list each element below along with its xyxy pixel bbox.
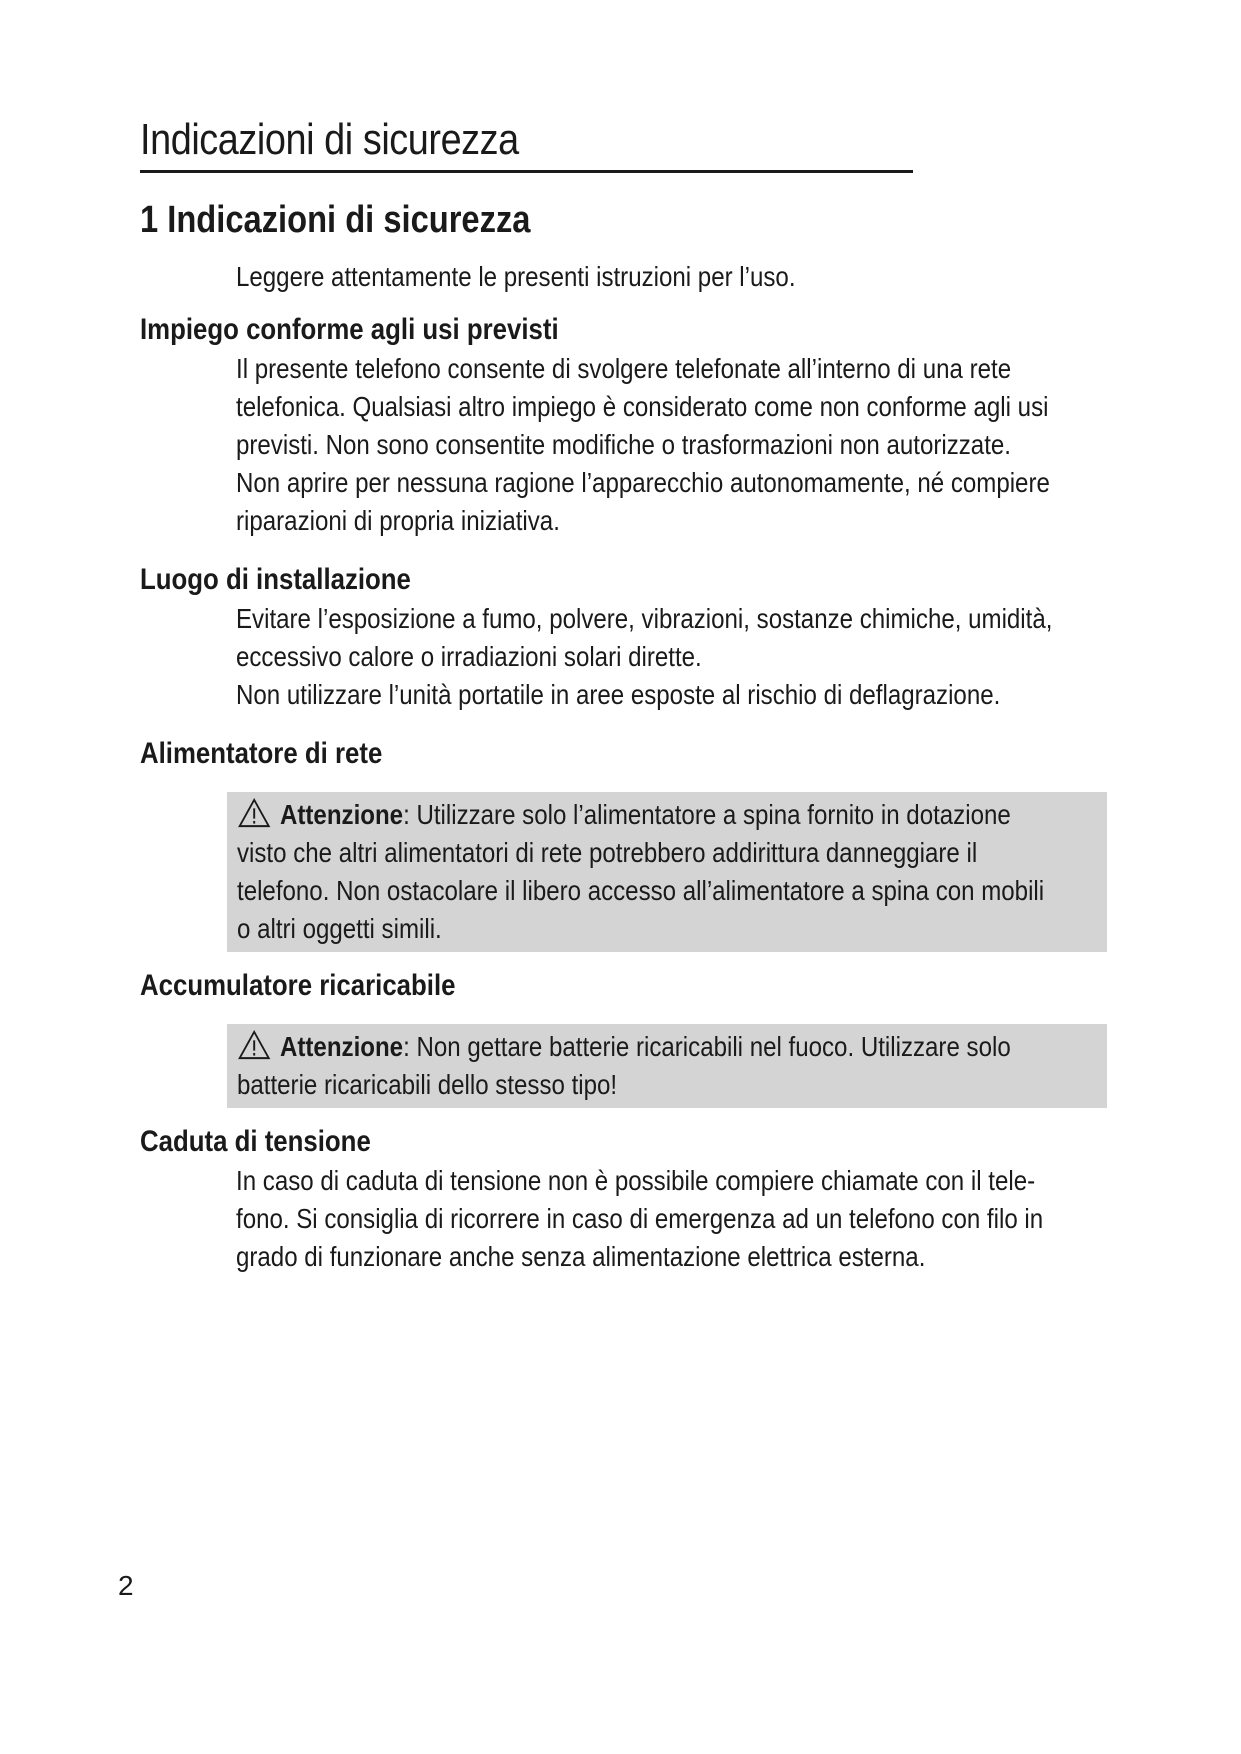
paragraph-luogo	[236, 600, 1113, 714]
warning-triangle-icon	[237, 798, 271, 828]
text-line: visto che altri alimentatori di rete potrebbero addirittura danneggiare il	[237, 836, 978, 868]
text-line: telefono. Non ostacolare il libero accesso all’alimentatore a spina con mobili	[237, 874, 1045, 906]
heading-luogo: Luogo di installazione	[140, 562, 411, 596]
heading-impiego: Impiego conforme agli usi previsti	[140, 312, 559, 346]
warning-box-accumulatore	[227, 1024, 1107, 1108]
text-line: Non utilizzare l’unità portatile in aree esposte al rischio di deflagrazione.	[236, 678, 1001, 710]
heading-caduta: Caduta di tensione	[140, 1124, 371, 1158]
section-title: 1 Indicazioni di sicurezza	[140, 199, 531, 241]
text-line: previsti. Non sono consentite modifiche o trasformazioni non autorizzate.	[236, 428, 1011, 460]
text-line: riparazioni di propria iniziativa.	[236, 504, 560, 536]
warning-text	[237, 1028, 1106, 1104]
block-impiego	[140, 310, 1110, 540]
block-luogo	[140, 560, 1110, 714]
heading-alimentatore: Alimentatore di rete	[140, 736, 383, 770]
page-number: 2	[118, 1570, 134, 1601]
text-line: grado di funzionare anche senza alimentazione elettrica esterna.	[236, 1240, 926, 1272]
text-line: In caso di caduta di tensione non è possibile compiere chiamate con il tele-	[236, 1164, 1036, 1196]
warning-label: Attenzione	[280, 798, 404, 830]
warning-label: Attenzione	[280, 1030, 404, 1062]
section-intro: Leggere attentamente le presenti istruzioni per l’uso.	[236, 260, 796, 292]
warning-text	[237, 796, 1106, 948]
block-accumulatore	[140, 966, 1110, 1108]
block-alimentatore	[140, 734, 1110, 952]
main-content	[140, 198, 1110, 1296]
heading-accumulatore: Accumulatore ricaricabile	[140, 968, 456, 1002]
header-rule	[140, 170, 913, 173]
warning-box-alimentatore	[227, 792, 1107, 952]
text-line: Evitare l’esposizione a fumo, polvere, vibrazioni, sostanze chimiche, umidità,	[236, 602, 1053, 634]
running-header: Indicazioni di sicurezza	[140, 115, 519, 164]
text-line: telefonica. Qualsiasi altro impiego è considerato come non conforme agli usi	[236, 390, 1049, 422]
text-line: batterie ricaricabili dello stesso tipo!	[237, 1068, 618, 1100]
warning-first-line: : Non gettare batterie ricaricabili nel fuoco. Utilizzare solo	[403, 1030, 1011, 1062]
paragraph-caduta	[236, 1162, 1113, 1276]
warning-triangle-icon	[237, 1030, 271, 1060]
text-line: eccessivo calore o irradiazioni solari dirette.	[236, 640, 702, 672]
text-line: Non aprire per nessuna ragione l’apparecchio autonomamente, né compiere	[236, 466, 1050, 498]
text-line: Il presente telefono consente di svolgere telefonate all’interno di una rete	[236, 352, 1012, 384]
text-line: fono. Si consiglia di ricorrere in caso di emergenza ad un telefono con filo in	[236, 1202, 1044, 1234]
block-caduta	[140, 1122, 1110, 1276]
paragraph-impiego	[236, 350, 1113, 540]
warning-first-line: : Utilizzare solo l’alimentatore a spina fornito in dotazione	[403, 798, 1011, 830]
text-line: o altri oggetti simili.	[237, 912, 442, 944]
